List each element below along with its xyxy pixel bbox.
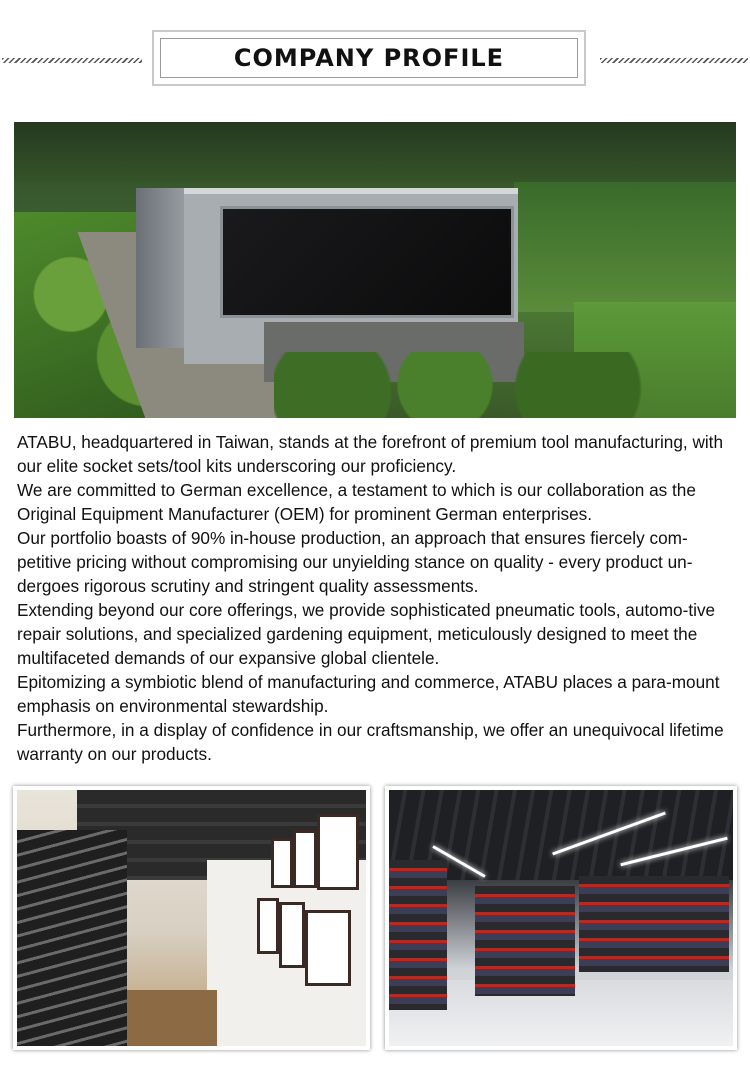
paragraph: ATABU, headquartered in Taiwan, stands at the forefront of premium tool manufacturing, with our elite socket sets/tool kits underscoring our proficiency. bbox=[17, 432, 724, 476]
showroom-photo-frame bbox=[385, 786, 737, 1050]
paragraph: Extending beyond our core offerings, we provide sophisticated pneumatic tools, automo-tive repair solutions, and specialized gardening equipment, meticulously designed to meet the multifaceted demands of our expansive global clientele. bbox=[17, 600, 716, 668]
page-title: COMPANY PROFILE bbox=[233, 44, 505, 72]
section-header bbox=[0, 30, 750, 86]
paragraph: Our portfolio boasts of 90% in-house production, an approach that ensures fiercely com-petitive pricing without compromising our unyielding stance on quality - every product un-dergoes rigorous scrutiny and stringent quality assessments. bbox=[17, 528, 693, 596]
factory-building-photo bbox=[14, 122, 736, 418]
tool-showroom-photo bbox=[389, 790, 733, 1046]
decorative-line-right bbox=[600, 58, 748, 63]
decorative-line-left bbox=[2, 58, 142, 63]
company-description bbox=[17, 430, 733, 766]
staircase-photo-frame bbox=[13, 786, 370, 1050]
paragraph: We are committed to German excellence, a testament to which is our collaboration as the Original Equipment Manufacturer (OEM) for prominent German enterprises. bbox=[17, 480, 696, 524]
title-box-inner bbox=[160, 38, 578, 78]
paragraph: Epitomizing a symbiotic blend of manufacturing and commerce, ATABU places a para-mount emphasis on environmental stewardship. bbox=[17, 672, 720, 716]
staircase-certificates-photo bbox=[17, 790, 366, 1046]
paragraph: Furthermore, in a display of confidence in our craftsmanship, we offer an unequivocal lifetime warranty on our products. bbox=[17, 720, 724, 764]
title-box bbox=[152, 30, 586, 86]
